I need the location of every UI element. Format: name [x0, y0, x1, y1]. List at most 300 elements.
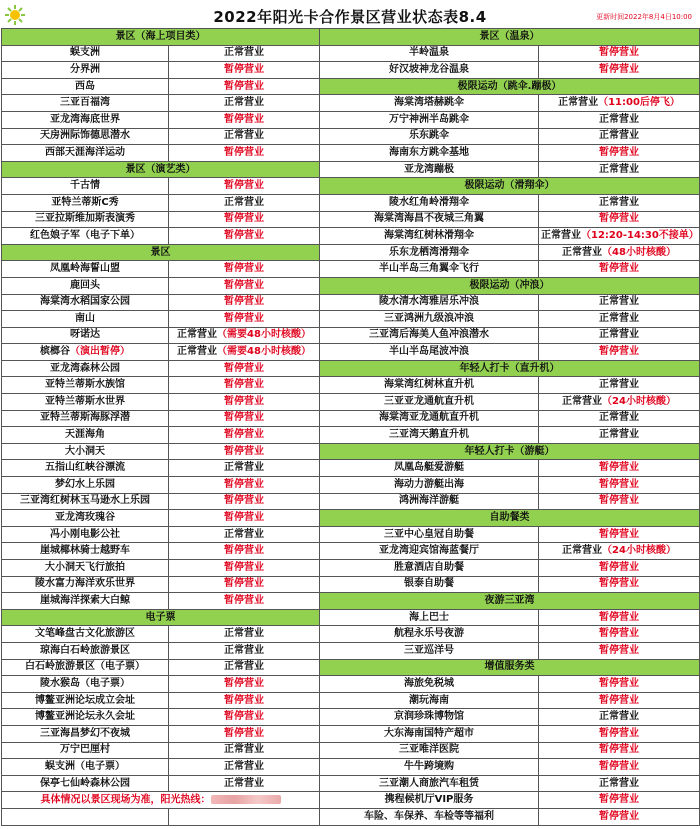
- venue-name-text: 亚龙湾海底世界: [50, 113, 120, 125]
- venue-name-note: （演出暂停）: [70, 346, 130, 358]
- status-text: 暂停营业: [224, 478, 264, 490]
- status-text: 正常营业: [224, 644, 264, 656]
- venue-name: [320, 344, 539, 361]
- status-text: 暂停营业: [599, 644, 639, 656]
- status-text: 暂停营业: [599, 694, 639, 706]
- venue-name: [320, 327, 539, 344]
- table-row: [2, 360, 700, 377]
- status-text: 正常营业: [224, 462, 264, 474]
- venue-name: [2, 510, 169, 527]
- status-cell: [539, 759, 700, 776]
- venue-name: [2, 194, 169, 211]
- table-row: [2, 576, 700, 593]
- venue-name-text: 三亚湾天鹅直升机: [389, 429, 469, 441]
- status-cell: [169, 460, 320, 477]
- venue-name-text: 万宁巴厘村: [60, 744, 110, 756]
- venue-name: [2, 543, 169, 560]
- status-table: [1, 28, 700, 826]
- venue-name: [2, 294, 169, 311]
- status-cell: [169, 128, 320, 145]
- status-cell: [169, 111, 320, 128]
- status-cell: [169, 775, 320, 792]
- venue-name-text: 亚龙湾蹦极: [404, 163, 454, 175]
- status-cell: [539, 311, 700, 328]
- venue-name-text: 亚特兰蒂斯C秀: [51, 196, 119, 208]
- status-text: 暂停营业: [224, 113, 264, 125]
- status-text: 暂停营业: [224, 362, 264, 374]
- venue-name-text: 万宁神洲半岛跳伞: [389, 113, 469, 125]
- status-cell: [539, 692, 700, 709]
- status-cell: [169, 709, 320, 726]
- venue-name-text: 文笔峰盘古文化旅游区: [35, 628, 135, 640]
- status-cell: [539, 427, 700, 444]
- header: [0, 0, 700, 30]
- venue-name-text: 海棠湾亚龙通航直升机: [379, 412, 479, 424]
- venue-name: [320, 576, 539, 593]
- table-row: [2, 759, 700, 776]
- status-text: 正常营业: [224, 628, 264, 640]
- status-note: （需要48小时核酸）: [217, 329, 311, 341]
- venue-name: [320, 692, 539, 709]
- status-cell: [539, 742, 700, 759]
- status-text: 正常营业: [599, 379, 639, 391]
- status-cell: [539, 161, 700, 178]
- venue-name-text: 车险、车保养、车检等等福利: [364, 810, 494, 822]
- venue-name: [2, 62, 169, 79]
- status-text: 正常营业: [224, 196, 264, 208]
- status-cell: [539, 111, 700, 128]
- venue-name-text: 亚特兰蒂斯海豚浮潜: [40, 412, 130, 424]
- venue-name-text: 潮玩海南: [409, 694, 449, 706]
- status-note: （24小时核酸）: [602, 395, 676, 407]
- venue-name: [2, 128, 169, 145]
- venue-name-text: 大东海南国特产超市: [384, 727, 474, 739]
- status-cell: [169, 443, 320, 460]
- venue-name: [2, 692, 169, 709]
- status-cell: [169, 311, 320, 328]
- table-row: [2, 194, 700, 211]
- status-note: （24小时核酸）: [602, 545, 676, 557]
- venue-name: [320, 626, 539, 643]
- status-text: 正常营业: [599, 777, 639, 789]
- venue-name: [2, 477, 169, 494]
- table-row: [2, 692, 700, 709]
- status-text: 正常营业: [558, 97, 599, 109]
- venue-name-text: 三亚湾红树林玉马逊水上乐园: [20, 495, 150, 507]
- section-header: 极限运动（跳伞.蹦极）: [320, 78, 700, 95]
- status-cell: [169, 526, 320, 543]
- status-note: （需要48小时核酸）: [217, 346, 311, 358]
- status-cell: [539, 526, 700, 543]
- section-header: 年轻人打卡（直升机）: [320, 360, 700, 377]
- table-row: [2, 78, 700, 95]
- status-cell: [539, 344, 700, 361]
- status-text: 暂停营业: [224, 495, 264, 507]
- status-text: 正常营业: [599, 412, 639, 424]
- status-text: 暂停营业: [224, 545, 264, 557]
- venue-name: [2, 775, 169, 792]
- venue-name: [320, 676, 539, 693]
- status-text: 正常营业: [562, 545, 603, 557]
- venue-name: [320, 775, 539, 792]
- venue-name: [2, 360, 169, 377]
- venue-name: [320, 95, 539, 112]
- status-note: （48小时核酸）: [602, 246, 676, 258]
- venue-name-text: 半山半岛三角翼伞飞行: [379, 263, 479, 275]
- venue-name: [2, 344, 169, 361]
- status-cell: [169, 360, 320, 377]
- venue-name: [320, 808, 539, 825]
- status-cell: [169, 377, 320, 394]
- venue-name-text: 亚龙湾森林公园: [50, 362, 120, 374]
- status-text: 暂停营业: [224, 146, 264, 158]
- table-row: [2, 560, 700, 577]
- status-cell: [539, 493, 700, 510]
- status-text: 暂停营业: [224, 296, 264, 308]
- venue-name: [2, 642, 169, 659]
- status-cell: [539, 576, 700, 593]
- status-text: 暂停营业: [599, 63, 639, 75]
- status-cell: [539, 808, 700, 825]
- status-text: 正常营业: [224, 760, 264, 772]
- venue-name-text: 分界洲: [70, 63, 100, 75]
- status-text: 暂停营业: [599, 628, 639, 640]
- venue-name: [2, 95, 169, 112]
- status-text: 暂停营业: [224, 279, 264, 291]
- status-text: 暂停营业: [224, 312, 264, 324]
- table-row: [2, 62, 700, 79]
- status-cell: [539, 477, 700, 494]
- venue-name-text: 三亚中心皇冠自助餐: [384, 528, 474, 540]
- venue-name: [320, 493, 539, 510]
- status-text: 暂停营业: [599, 528, 639, 540]
- table-row: [2, 145, 700, 162]
- status-text: 正常营业: [599, 196, 639, 208]
- venue-name: [320, 427, 539, 444]
- table-row: [2, 775, 700, 792]
- venue-name: [320, 194, 539, 211]
- venue-name: [320, 62, 539, 79]
- status-cell: [539, 194, 700, 211]
- table-row: [2, 128, 700, 145]
- venue-name: [2, 45, 169, 62]
- status-text: 正常营业: [224, 777, 264, 789]
- status-text: 正常营业: [224, 661, 264, 673]
- venue-name: [2, 493, 169, 510]
- table-row: [2, 244, 700, 261]
- table-row: [2, 626, 700, 643]
- venue-name: [2, 725, 169, 742]
- venue-name-text: 博鳌亚洲论坛永久会址: [35, 711, 135, 723]
- venue-name: [2, 145, 169, 162]
- venue-name-text: 白石岭旅游景区（电子票）: [25, 661, 145, 673]
- table-row: [2, 593, 700, 610]
- status-cell: [539, 228, 700, 245]
- status-text: 暂停营业: [599, 611, 639, 623]
- status-text: 暂停营业: [224, 445, 264, 457]
- table-row: [2, 344, 700, 361]
- venue-name-text: 天房洲际饰德思潜水: [40, 130, 130, 142]
- table-row: [2, 526, 700, 543]
- venue-name: [320, 145, 539, 162]
- section-header: 电子票: [2, 609, 320, 626]
- section-header: 景区（海上项目类）: [2, 29, 320, 46]
- venue-name: [320, 128, 539, 145]
- venue-name-text: 凤凰岛艇爱游艇: [394, 462, 464, 474]
- status-cell: [539, 95, 700, 112]
- status-cell: [539, 410, 700, 427]
- status-cell: [169, 277, 320, 294]
- status-cell: [539, 377, 700, 394]
- venue-name: [320, 526, 539, 543]
- venue-name-text: 大小洞天飞行旅拍: [45, 561, 125, 573]
- venue-name-text: 西岛: [75, 80, 95, 92]
- status-text: 暂停营业: [599, 462, 639, 474]
- status-text: 暂停营业: [224, 429, 264, 441]
- table-row: [2, 161, 700, 178]
- status-text: 正常营业: [599, 113, 639, 125]
- table-row: [2, 45, 700, 62]
- status-text: 暂停营业: [599, 810, 639, 822]
- status-cell: [169, 576, 320, 593]
- venue-name: [2, 377, 169, 394]
- status-cell: [539, 709, 700, 726]
- table-row: [2, 410, 700, 427]
- status-text: 正常营业: [224, 744, 264, 756]
- status-cell: [169, 560, 320, 577]
- table-row: [2, 443, 700, 460]
- table-row: [2, 228, 700, 245]
- status-text: 正常营业: [599, 329, 639, 341]
- status-text: 正常营业: [599, 711, 639, 723]
- venue-name: [320, 161, 539, 178]
- venue-name-text: 三亚湾后海美人鱼冲浪潜水: [369, 329, 489, 341]
- venue-name-text: 胜意酒店自助餐: [394, 561, 464, 573]
- venue-name-text: 保亭七仙岭森林公园: [40, 777, 130, 789]
- status-cell: [169, 211, 320, 228]
- status-cell: [169, 626, 320, 643]
- venue-name: [320, 211, 539, 228]
- status-text: 暂停营业: [224, 80, 264, 92]
- table-row: [2, 178, 700, 195]
- status-text: 正常营业: [224, 130, 264, 142]
- venue-name: [2, 78, 169, 95]
- venue-name: [2, 460, 169, 477]
- section-header: 增值服务类: [320, 659, 700, 676]
- venue-name-text: 海棠湾红树林直升机: [384, 379, 474, 391]
- status-cell: [539, 792, 700, 809]
- venue-name-text: 呀诺达: [70, 329, 100, 341]
- venue-name: [320, 742, 539, 759]
- venue-name-text: 牛牛跨境购: [404, 760, 454, 772]
- table-row: [2, 377, 700, 394]
- venue-name: [2, 178, 169, 195]
- venue-name-text: 半岭温泉: [409, 47, 449, 59]
- venue-name-text: 陵水红角岭滑翔伞: [389, 196, 469, 208]
- venue-name-text: 亚龙湾迎宾馆海蓝餐厅: [379, 545, 479, 557]
- venue-name: [2, 211, 169, 228]
- update-time: 更新时间2022年8月4日10:00: [596, 13, 692, 21]
- venue-name-text: 三亚巡洋号: [404, 644, 454, 656]
- venue-name-text: 海南东方跳伞基地: [389, 146, 469, 158]
- venue-name-text: 天涯海角: [65, 429, 105, 441]
- venue-name-text: 亚特兰蒂斯水世界: [45, 395, 125, 407]
- redacted-phone: [211, 795, 281, 804]
- venue-name-text: 乐东跳伞: [409, 130, 449, 142]
- status-text: 正常营业: [562, 246, 603, 258]
- status-text: 暂停营业: [224, 694, 264, 706]
- venue-name-text: 银泰自助餐: [404, 578, 454, 590]
- status-cell: [169, 145, 320, 162]
- status-cell: [169, 543, 320, 560]
- venue-name-text: 崖城椰林骑士越野车: [40, 545, 130, 557]
- status-cell: [539, 725, 700, 742]
- status-cell: [169, 194, 320, 211]
- venue-name-text: 好汉坡神龙谷温泉: [389, 63, 469, 75]
- status-cell: [169, 676, 320, 693]
- venue-name: [320, 642, 539, 659]
- venue-name-text: 崖城海洋探索大白鲸: [40, 594, 130, 606]
- venue-name: [320, 377, 539, 394]
- table-row: [2, 792, 700, 809]
- status-text: 正常营业: [599, 312, 639, 324]
- status-text: 暂停营业: [599, 760, 639, 772]
- status-text: 暂停营业: [224, 594, 264, 606]
- status-cell: [539, 211, 700, 228]
- table-row: [2, 676, 700, 693]
- venue-name: [320, 261, 539, 278]
- status-text: 暂停营业: [599, 495, 639, 507]
- venue-name: [320, 609, 539, 626]
- venue-name: [320, 543, 539, 560]
- section-header: 景区: [2, 244, 320, 261]
- status-cell: [169, 78, 320, 95]
- status-cell: [539, 128, 700, 145]
- venue-name-text: 携程候机厅VIP服务: [384, 794, 474, 806]
- venue-name-text: 凤凰岭海誓山盟: [50, 263, 120, 275]
- status-cell: [169, 493, 320, 510]
- status-note: （11:00后停飞）: [598, 97, 680, 109]
- empty-cell: [2, 808, 169, 825]
- status-text: 正常营业: [177, 329, 218, 341]
- status-cell: [169, 344, 320, 361]
- section-header: 极限运动（冲浪）: [320, 277, 700, 294]
- table-row: [2, 311, 700, 328]
- status-cell: [539, 460, 700, 477]
- venue-name: [320, 460, 539, 477]
- venue-name: [320, 228, 539, 245]
- status-cell: [169, 62, 320, 79]
- status-cell: [169, 294, 320, 311]
- venue-name: [320, 792, 539, 809]
- status-cell: [539, 560, 700, 577]
- venue-name: [2, 410, 169, 427]
- venue-name: [320, 477, 539, 494]
- status-text: 正常营业: [599, 130, 639, 142]
- venue-name-text: 千古情: [70, 180, 100, 192]
- table-row: [2, 493, 700, 510]
- venue-name: [2, 261, 169, 278]
- table-row: [2, 659, 700, 676]
- venue-name-text: 海动力游艇出海: [394, 478, 464, 490]
- venue-name: [320, 759, 539, 776]
- venue-name: [2, 228, 169, 245]
- status-text: 暂停营业: [224, 63, 264, 75]
- venue-name-text: 三亚海昌梦幻不夜城: [40, 727, 130, 739]
- table-row: [2, 609, 700, 626]
- venue-name-text: 海上巴士: [409, 611, 449, 623]
- venue-name-text: 三亚百福湾: [60, 97, 110, 109]
- status-cell: [169, 261, 320, 278]
- venue-name-text: 鹿回头: [70, 279, 100, 291]
- venue-name-text: 三亚潮人商旅汽车租赁: [379, 777, 479, 789]
- status-text: 暂停营业: [224, 727, 264, 739]
- venue-name: [2, 394, 169, 411]
- status-text: 暂停营业: [599, 213, 639, 225]
- status-text: 暂停营业: [599, 346, 639, 358]
- status-text: 正常营业: [224, 97, 264, 109]
- venue-name-text: 蜈支洲（电子票）: [45, 760, 125, 772]
- status-text: 暂停营业: [599, 47, 639, 59]
- status-cell: [539, 294, 700, 311]
- status-text: 暂停营业: [224, 395, 264, 407]
- venue-name-text: 大小洞天: [65, 445, 105, 457]
- table-row: [2, 477, 700, 494]
- status-cell: [169, 759, 320, 776]
- venue-name-text: 陵水猴岛（电子票）: [40, 677, 130, 689]
- venue-name-text: 陵水富力海洋欢乐世界: [35, 578, 135, 590]
- venue-name-text: 梦幻水上乐园: [55, 478, 115, 490]
- venue-name: [2, 676, 169, 693]
- status-text: 正常营业: [541, 229, 581, 241]
- venue-name: [2, 593, 169, 610]
- status-text: 暂停营业: [599, 727, 639, 739]
- status-text: 暂停营业: [224, 578, 264, 590]
- status-cell: [169, 510, 320, 527]
- venue-name: [320, 560, 539, 577]
- status-text: 暂停营业: [599, 478, 639, 490]
- venue-name: [320, 725, 539, 742]
- venue-name: [2, 659, 169, 676]
- venue-name-text: 京润珍珠博物馆: [394, 711, 464, 723]
- status-cell: [169, 410, 320, 427]
- status-text: 暂停营业: [224, 263, 264, 275]
- section-header: 极限运动（滑翔伞）: [320, 178, 700, 195]
- venue-name-text: 亚特兰蒂斯水族馆: [45, 379, 125, 391]
- venue-name: [320, 311, 539, 328]
- section-header: 景区（演艺类）: [2, 161, 320, 178]
- table-row: [2, 725, 700, 742]
- status-text: 暂停营业: [224, 213, 264, 225]
- status-cell: [539, 62, 700, 79]
- venue-name: [320, 394, 539, 411]
- venue-name-text: 鸿洲海洋游艇: [399, 495, 459, 507]
- venue-name-text: 半山半岛尾波冲浪: [389, 346, 469, 358]
- venue-name: [320, 45, 539, 62]
- venue-name: [320, 709, 539, 726]
- table-row: [2, 294, 700, 311]
- venue-name-text: 亚龙湾玫瑰谷: [55, 512, 115, 524]
- table-row: [2, 510, 700, 527]
- status-text: 暂停营业: [224, 180, 264, 192]
- table-row: [2, 394, 700, 411]
- venue-name: [2, 709, 169, 726]
- venue-name: [2, 526, 169, 543]
- venue-name-text: 乐东龙栖湾滑翔伞: [389, 246, 469, 258]
- venue-name-text: 琼海白石岭旅游景区: [40, 644, 130, 656]
- status-cell: [169, 327, 320, 344]
- table-row: [2, 543, 700, 560]
